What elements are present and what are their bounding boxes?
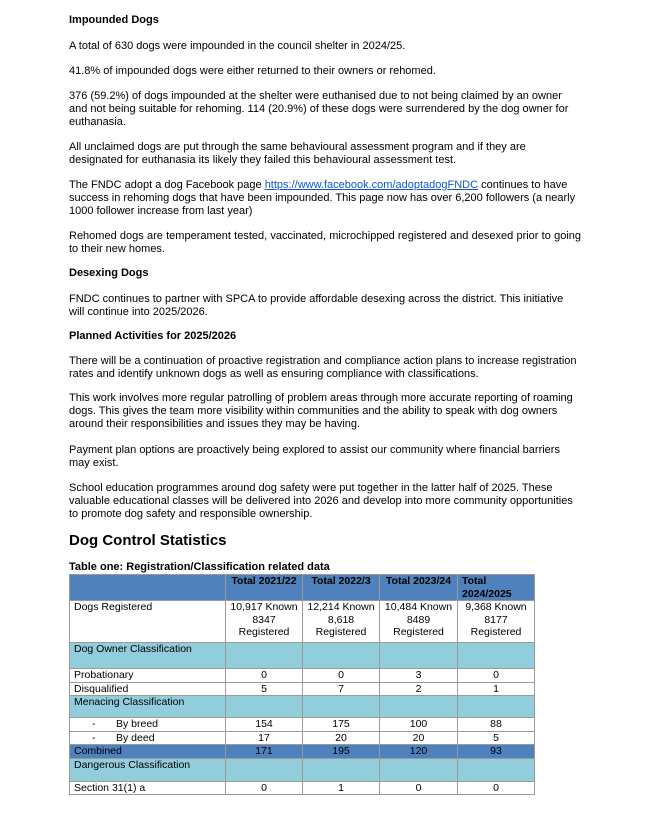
row-label-disqualified: Disqualified: [70, 682, 226, 696]
facebook-text-before: The FNDC adopt a dog Facebook page: [69, 179, 265, 191]
cell-registered-2022: 12,214 Known 8,618 Registered: [303, 601, 380, 643]
facebook-link[interactable]: https://www.facebook.com/adoptadogFNDC: [264, 179, 479, 191]
cell-registered-2024: 9,368 Known 8177 Registered: [458, 601, 535, 643]
table-row: - By breed 154 175 100 88: [70, 718, 535, 732]
row-label-by-deed: - By deed: [70, 731, 226, 745]
rehomed-paragraph: Rehomed dogs are temperament tested, vaccinated, microchipped registered and desexed prior to going to their new homes.: [69, 230, 581, 255]
table-caption: Table one: Registration/Classification related data: [69, 561, 330, 573]
row-label-dogs-registered: Dogs Registered: [70, 601, 226, 643]
cell-registered-2021: 10,917 Known 8347 Registered: [226, 601, 303, 643]
cell-registered-2023: 10,484 Known 8489 Registered: [380, 601, 458, 643]
facebook-text-after: continues to have success in rehoming dogs that have been impounded. This page now has over 6,200 followers (a nearly 1000 follower increase from last year): [69, 179, 576, 217]
header-empty: [70, 575, 226, 601]
desexing-heading: Desexing Dogs: [69, 267, 149, 279]
row-label-probationary: Probationary: [70, 669, 226, 683]
table-header-row: [70, 575, 535, 601]
planned-para-3: Payment plan options are proactively being explored to assist our community where financial barriers may exist.: [69, 444, 560, 469]
row-label-by-breed: - By breed: [70, 718, 226, 732]
stats-heading: Dog Control Statistics: [69, 532, 227, 549]
impounded-para-2: 41.8% of impounded dogs were either returned to their owners or rehomed.: [69, 65, 436, 77]
planned-para-4: School education programmes around dog safety were put together in the latter half of 2025. These valuable educational classes will be delivered into 2026 and develop into more community opportunities to promote dog safety and responsible ownership.: [69, 482, 573, 520]
facebook-paragraph: [69, 179, 581, 218]
combined-row: Combined 171 195 120 93: [70, 745, 535, 759]
header-2024-2025: Total 2024/2025: [458, 575, 535, 601]
header-2023-24: Total 2023/24: [380, 575, 458, 601]
registration-classification-table: [69, 574, 535, 795]
table-row: - By deed 17 20 20 5: [70, 731, 535, 745]
planned-para-2: This work involves more regular patrolling of problem areas through more accurate reporting of roaming dogs. This gives the team more visibility within communities and the ability to speak with dog owners around their responsibilities and issues they may be having.: [69, 392, 573, 430]
impounded-para-1: A total of 630 dogs were impounded in the council shelter in 2024/25.: [69, 40, 406, 52]
table-row: [70, 601, 535, 643]
header-2021-22: Total 2021/22: [226, 575, 303, 601]
impounded-para-3: 376 (59.2%) of dogs impounded at the shelter were euthanised due to not being claimed by an owner and not being suitable for rehoming. 114 (20.9%) of these dogs were surrendered by the dog owner for euthanasia.: [69, 90, 569, 128]
desexing-paragraph: FNDC continues to partner with SPCA to provide affordable desexing across the district. This initiative will continue into 2025/2026.: [69, 293, 564, 318]
table-row: Probationary 0 0 3 0: [70, 669, 535, 683]
section-row-owner-classification: Dog Owner Classification: [70, 643, 535, 669]
planned-para-1: There will be a continuation of proactive registration and compliance action plans to increase registration rates and identify unknown dogs as well as ensuring compliance with classifications.: [69, 355, 577, 380]
table-row: Disqualified 5 7 2 1: [70, 682, 535, 696]
planned-heading: Planned Activities for 2025/2026: [69, 330, 237, 342]
table-row: Section 31(1) a 0 1 0 0: [70, 781, 535, 795]
impounded-heading: Impounded Dogs: [69, 14, 159, 26]
header-2022-3: Total 2022/3: [303, 575, 380, 601]
section-row-menacing-classification: Menacing Classification: [70, 696, 535, 718]
section-row-dangerous-classification: Dangerous Classification: [70, 758, 535, 781]
row-label-section-31: Section 31(1) a: [70, 781, 226, 795]
row-label-combined: Combined: [70, 745, 226, 759]
impounded-para-4: All unclaimed dogs are put through the same behavioural assessment program and if they are designated for euthanasia its likely they failed this behavioural assessment test.: [69, 141, 526, 166]
